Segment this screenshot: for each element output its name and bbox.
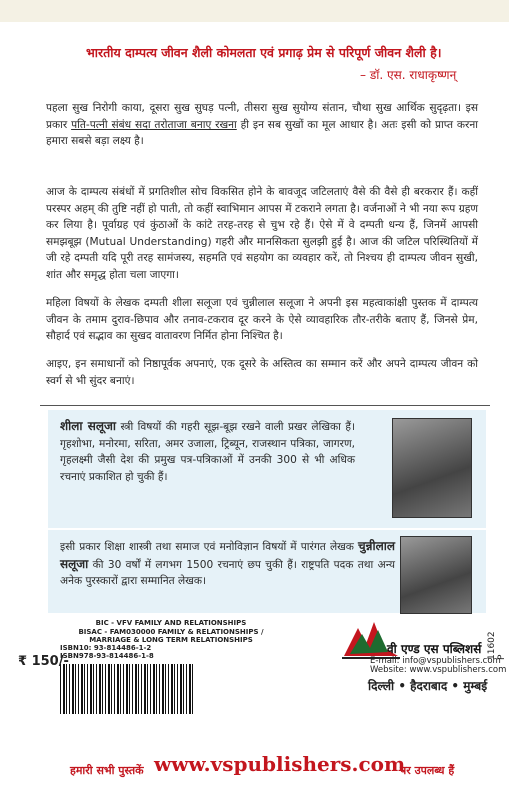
author2-bio-b: की 30 वर्षों में लगभग 1500 रचनाएं छप चुकी हैं। राष्ट्रपति पदक तथा अन्य अनेक पुरस्कारों द्वारा सम्मानित लेखक।	[60, 558, 395, 587]
author2-bio-a: इसी प्रकार शिक्षा शास्त्री तथा समाज एवं मनोविज्ञान विषयों में पारंगत लेखक	[60, 541, 359, 553]
intro-underlined-text: पति-पत्नी संबंध सदा तरोताजा बनाए रखना	[71, 118, 237, 131]
isbn10: ISBN10: 93-814486-1-2	[60, 644, 152, 652]
context-paragraph: आज के दाम्पत्य संबंधों में प्रगतिशील सोच विकसित होने के बावजूद जटिलताएं वैसे की वैसे ही बरकरार हैं। कहीं परस्पर अहम् की तुष्टि नहीं हो पाती, तो कहीं स्वाभिमान आपस में टकराने लगता है। वर्जनाओं ने भी नया रूप ग्रहण कर लिया है। पूर्वाग्रह एवं कुंठाओं के कांटे तरह-तरह से चुभ रहे हैं। ऐसे में वे दम्पती धन्य हैं, जिनमें आपसी समझबूझ (Mutual Understanding) गहरी और मानसिकता सुलझी हुई है। आज की जटिल परिस्थितियों में जी रहे दम्पती यदि पूरी तरह सामंजस्य, सहमति एवं सहयोग का व्यवहार करें, तो निश्चय ही दाम्पत्य जीवन सुखी, शांत और समृद्ध होता चला जाएगा।	[46, 186, 478, 281]
publisher-email: E-mail: info@vspublishers.com	[370, 656, 501, 666]
bisac-block	[60, 619, 282, 645]
footer-url[interactable]: www.vspublishers.com	[154, 752, 406, 776]
footer-right-text: पर उपलब्ध हैं	[400, 764, 455, 777]
author2-photo	[400, 536, 472, 614]
author1-photo	[392, 418, 472, 518]
top-strip	[0, 0, 509, 22]
publisher-name: वी एण्ड एस पब्लिशर्स	[387, 642, 482, 656]
epigraph-quote: भारतीय दाम्पत्य जीवन शैली कोमलता एवं प्रगाढ़ प्रेम से परिपूर्ण जीवन शैली है।	[86, 45, 442, 60]
closing-paragraph: आइए, इन समाधानों को निष्ठापूर्वक अपनाएं, एक दूसरे के अस्तित्व का सम्मान करें और अपने दाम्पत्य जीवन को स्वर्ग से भी सुंदर बनाएं।	[46, 358, 478, 387]
isbn13: ISBN978-93-814486-1-8	[60, 652, 154, 660]
bisac-line: BISAC - FAM030000 FAMILY & RELATIONSHIPS /	[78, 627, 264, 636]
author1-bio	[60, 418, 355, 485]
author2-name: चुन्नीलाल सलूजा	[60, 539, 395, 571]
author1-bio-text: स्त्री विषयों की गहरी सूझ-बूझ रखने वाली प्रखर लेखिका हैं। गृहशोभा, मनोरमा, सरिता, अमर उजाला, ट्रिब्यून, राजस्थान पत्रिका, जागरण, गृहलक्ष्मी जैसी देश की प्रमुख पत्र-पत्रिकाओं में उनकी 300 से भी अधिक रचनाएं प्रकाशित हो चुकी हैं।	[60, 421, 355, 483]
author2-bio	[60, 538, 395, 590]
publisher-website: Website: www.vspublishers.com	[370, 665, 507, 675]
bisac-line: BIC - VFV FAMILY AND RELATIONSHIPS	[95, 619, 247, 627]
bisac-line: MARRIAGE & LONG TERM RELATIONSHIPS	[89, 636, 253, 644]
section-divider	[40, 405, 490, 406]
intro-text-a: पहला सुख निरोगी काया, दूसरा सुख सुघड़ पत्नी, तीसरा सुख सुयोग्य संतान, चौथा सुख आर्थिक सुदृढ़ता। इस प्रकार	[46, 102, 478, 131]
footer-left-text: हमारी सभी पुस्तकें	[70, 764, 144, 777]
price-label: ₹ 150/-	[18, 654, 69, 669]
isbn-block	[60, 644, 200, 660]
author1-box	[48, 410, 486, 528]
epigraph-author: – डॉ. एस. राधाकृष्णन्	[360, 68, 457, 82]
book-paragraph: महिला विषयों के लेखक दम्पती शीला सलूजा एवं चुन्नीलाल सलूजा ने अपनी इस महत्वाकांक्षी पुस्तक में दाम्पत्य जीवन के तमाम दुराव-छिपाव और तनाव-टकराव दूर करने के ऐसे व्यावहारिक तौर-तरीके बताए हैं, जिनसे प्रेम, सौहार्द एवं सद्भाव का सुखद वातावरण निर्मित होना निश्चित है।	[46, 297, 478, 342]
author2-box	[48, 530, 486, 613]
catalog-code: 11602 P	[487, 631, 507, 660]
intro-paragraph	[46, 100, 478, 150]
author1-name: शीला सलूजा	[60, 419, 117, 433]
intro-text-b: ही इन सब सुखों का मूल आधार है। अतः इसी को प्राप्त करना हमारा सबसे बड़ा लक्ष्य है।	[46, 118, 479, 147]
publisher-cities: दिल्ली • हैदराबाद • मुम्बई	[368, 679, 488, 693]
barcode	[60, 664, 195, 714]
